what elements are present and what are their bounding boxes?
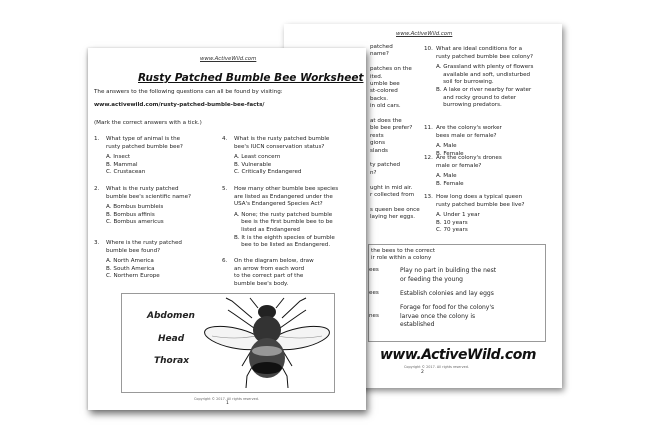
left-column-fragment: ught in mid air. <box>370 184 413 191</box>
role-line: established <box>400 321 435 328</box>
question-number: 13. <box>424 194 433 200</box>
answer-option: and rocky ground to deter <box>436 94 517 101</box>
question-line: rusty patched bumble bee? <box>106 143 183 150</box>
label-abdomen: Abdomen <box>147 311 195 321</box>
left-column-fragment: laying her eggs. <box>370 214 416 221</box>
answer-option[interactable]: B. Mammal <box>106 161 138 168</box>
question-2 <box>94 186 191 201</box>
question-text <box>234 186 338 209</box>
answer-option[interactable]: B. 10 years <box>436 219 468 226</box>
page-number: 2 <box>421 370 424 375</box>
answer-option[interactable]: A. Under 1 year <box>436 212 480 219</box>
answer-option[interactable]: A. Bombus bumbleis <box>106 204 164 211</box>
question-line: male or female? <box>436 162 482 169</box>
answer-option[interactable]: A. Insect <box>106 154 131 161</box>
left-column-fragment: rests <box>370 132 384 139</box>
answer-option: bee to be listed as Endangered. <box>234 242 331 249</box>
question-number: 10. <box>424 46 433 52</box>
question-line: What type of animal is the <box>106 136 181 142</box>
question-text <box>106 240 182 255</box>
question-4 <box>222 136 329 151</box>
match-left-3: nes <box>369 313 379 319</box>
role-2 <box>400 290 494 298</box>
question-text <box>436 194 525 209</box>
left-column-fragment: patched <box>370 44 393 50</box>
left-column-fragment: ited. <box>370 73 383 80</box>
worksheet-page-1 <box>88 48 366 410</box>
question-number: 11. <box>424 125 433 131</box>
left-column-fragment: patches on the <box>370 66 412 73</box>
answer-option[interactable]: B. Female <box>436 180 464 187</box>
question-text <box>106 186 191 201</box>
answer-option[interactable]: B. Female <box>436 150 464 157</box>
answer-option[interactable]: A. Grassland with plenty of flowers <box>436 64 534 71</box>
bumble-bee-illustration <box>202 296 332 392</box>
answer-option: burrowing predators. <box>436 102 502 109</box>
question-line: to the correct part of the <box>234 273 304 280</box>
role-line: Play no part in building the nest <box>400 267 497 274</box>
question-line: Where is the rusty patched <box>106 240 182 246</box>
left-column-fragment: r collected from <box>370 192 415 198</box>
worksheet-title: Rusty Patched Bumble Bee Worksheet <box>138 72 364 84</box>
page-header-link[interactable]: www.ActiveWild.com <box>200 56 257 62</box>
left-column-fragment: name? <box>370 51 389 58</box>
question-line: Are the colony's drones <box>436 155 502 161</box>
question-number: 2. <box>94 186 100 192</box>
question-line: What is the rusty patched bumble <box>234 136 330 142</box>
left-column-fragment: st-colored <box>370 88 398 95</box>
left-column-fragment: in old cars. <box>370 103 401 110</box>
answer-option[interactable]: B. Vulnerable <box>234 161 272 168</box>
role-line: Forage for food for the colony's <box>400 304 495 311</box>
question-line: How many other bumble bee species <box>234 186 339 192</box>
answer-option[interactable]: C. Crustacean <box>106 169 146 176</box>
question-12 <box>424 155 502 170</box>
question-line: What is the rusty patched <box>106 186 179 192</box>
question-1 <box>94 136 183 151</box>
answer-option: available and soft, undisturbed <box>436 71 531 78</box>
answer-option[interactable]: C. Critically Endangered <box>234 169 302 176</box>
left-column-fragment: n? <box>370 169 377 176</box>
question-text <box>436 155 502 170</box>
question-line: bumble bee's body. <box>234 280 289 287</box>
question-line: What are ideal conditions for a <box>436 46 523 52</box>
question-line: bee's IUCN conservation status? <box>234 143 325 150</box>
match-intro-2: ir role within a colony <box>371 255 432 261</box>
bee-diagram <box>121 293 335 393</box>
question-line: USA's Endangered Species Act? <box>234 201 323 208</box>
question-3 <box>94 240 182 255</box>
left-column-fragment: ble bee prefer? <box>370 125 413 132</box>
answer-option[interactable]: A. Least concern <box>234 154 281 161</box>
question-number: 1. <box>94 136 100 142</box>
role-1 <box>400 267 496 284</box>
question-number: 4. <box>222 136 228 142</box>
question-number: 6. <box>222 258 228 264</box>
question-line: an arrow from each word <box>234 265 305 272</box>
question-text <box>106 136 183 151</box>
role-line: Establish colonies and lay eggs <box>400 290 494 297</box>
left-column-fragment: backs. <box>370 95 388 102</box>
answer-option[interactable]: A. Male <box>436 173 457 180</box>
answer-option: soil for burrowing. <box>436 79 494 86</box>
question-line: bumble bee found? <box>106 247 161 254</box>
question-line: are listed as Endangered under the <box>234 193 333 200</box>
left-column-fragment: s queen bee once <box>370 206 420 213</box>
question-5 <box>222 186 338 209</box>
answer-option[interactable]: A. North America <box>106 258 154 265</box>
question-number: 12. <box>424 155 433 161</box>
question-line: rusty patched bumble bee live? <box>436 201 525 208</box>
left-column-fragment: at does the <box>370 118 402 124</box>
question-6 <box>222 258 314 288</box>
label-head: Head <box>158 334 185 344</box>
left-column-fragment: umble bee <box>370 81 400 87</box>
question-13 <box>424 194 525 209</box>
match-left-1: ees <box>369 267 379 273</box>
answer-option[interactable]: C. Bombus americus <box>106 219 164 226</box>
question-number: 5. <box>222 186 228 192</box>
instruction-text: (Mark the correct answers with a tick.) <box>94 120 202 126</box>
answer-option: bee is the first bumble bee to be <box>234 219 333 226</box>
question-number: 3. <box>94 240 100 246</box>
question-line: On the diagram below, draw <box>234 258 314 264</box>
question-line: rusty patched bumble bee colony? <box>436 53 533 60</box>
copyright: Copyright © 2017. All rights reserved. <box>404 365 469 369</box>
question-10 <box>424 46 533 61</box>
intro-text: The answers to the following questions can all be found by visiting: <box>94 89 283 95</box>
left-column-fragment: ty patched <box>370 162 401 169</box>
left-column-fragment: gions <box>370 140 385 147</box>
activewild-logo: www.ActiveWild.com <box>380 347 536 363</box>
label-thorax: Thorax <box>154 356 190 366</box>
question-line: bees male or female? <box>436 132 497 139</box>
question-11 <box>424 125 502 140</box>
question-text <box>234 258 314 288</box>
answer-option[interactable]: B. South America <box>106 265 155 272</box>
page-header-link[interactable]: www.ActiveWild.com <box>396 31 453 37</box>
answer-option[interactable]: C. Northern Europe <box>106 273 160 280</box>
answer-option[interactable]: B. It is the eighth species of bumble <box>234 234 335 241</box>
role-line: or feeding the young <box>400 275 463 283</box>
matching-box <box>368 244 546 342</box>
left-column-fragment: slands <box>370 147 388 154</box>
question-line: bumble bee's scientific name? <box>106 193 192 200</box>
answer-option[interactable]: C. 70 years <box>436 227 468 234</box>
answer-option: listed as Endangered <box>234 227 300 233</box>
copyright: Copyright © 2017. All rights reserved. <box>194 397 259 401</box>
question-line: How long does a typical queen <box>436 194 523 200</box>
facts-url[interactable]: www.activewild.com/rusty-patched-bumble-bee-facts/ <box>94 102 265 108</box>
role-3 <box>400 304 494 330</box>
match-intro-1: the bees to the correct <box>371 248 436 254</box>
page-number: 1 <box>226 401 229 406</box>
question-line: Are the colony's worker <box>436 125 502 131</box>
question-text <box>436 46 533 61</box>
answer-option[interactable]: B. Bombus affinis <box>106 211 155 218</box>
question-text <box>234 136 329 151</box>
match-left-2: ees <box>369 290 379 296</box>
answer-option[interactable]: A. Male <box>436 143 457 150</box>
answer-option[interactable]: A. None; the rusty patched bumble <box>234 211 333 218</box>
answer-option[interactable]: B. A lake or river nearby for water <box>436 87 532 93</box>
question-text <box>436 125 502 140</box>
role-line: larvae once the colony is <box>400 312 476 320</box>
